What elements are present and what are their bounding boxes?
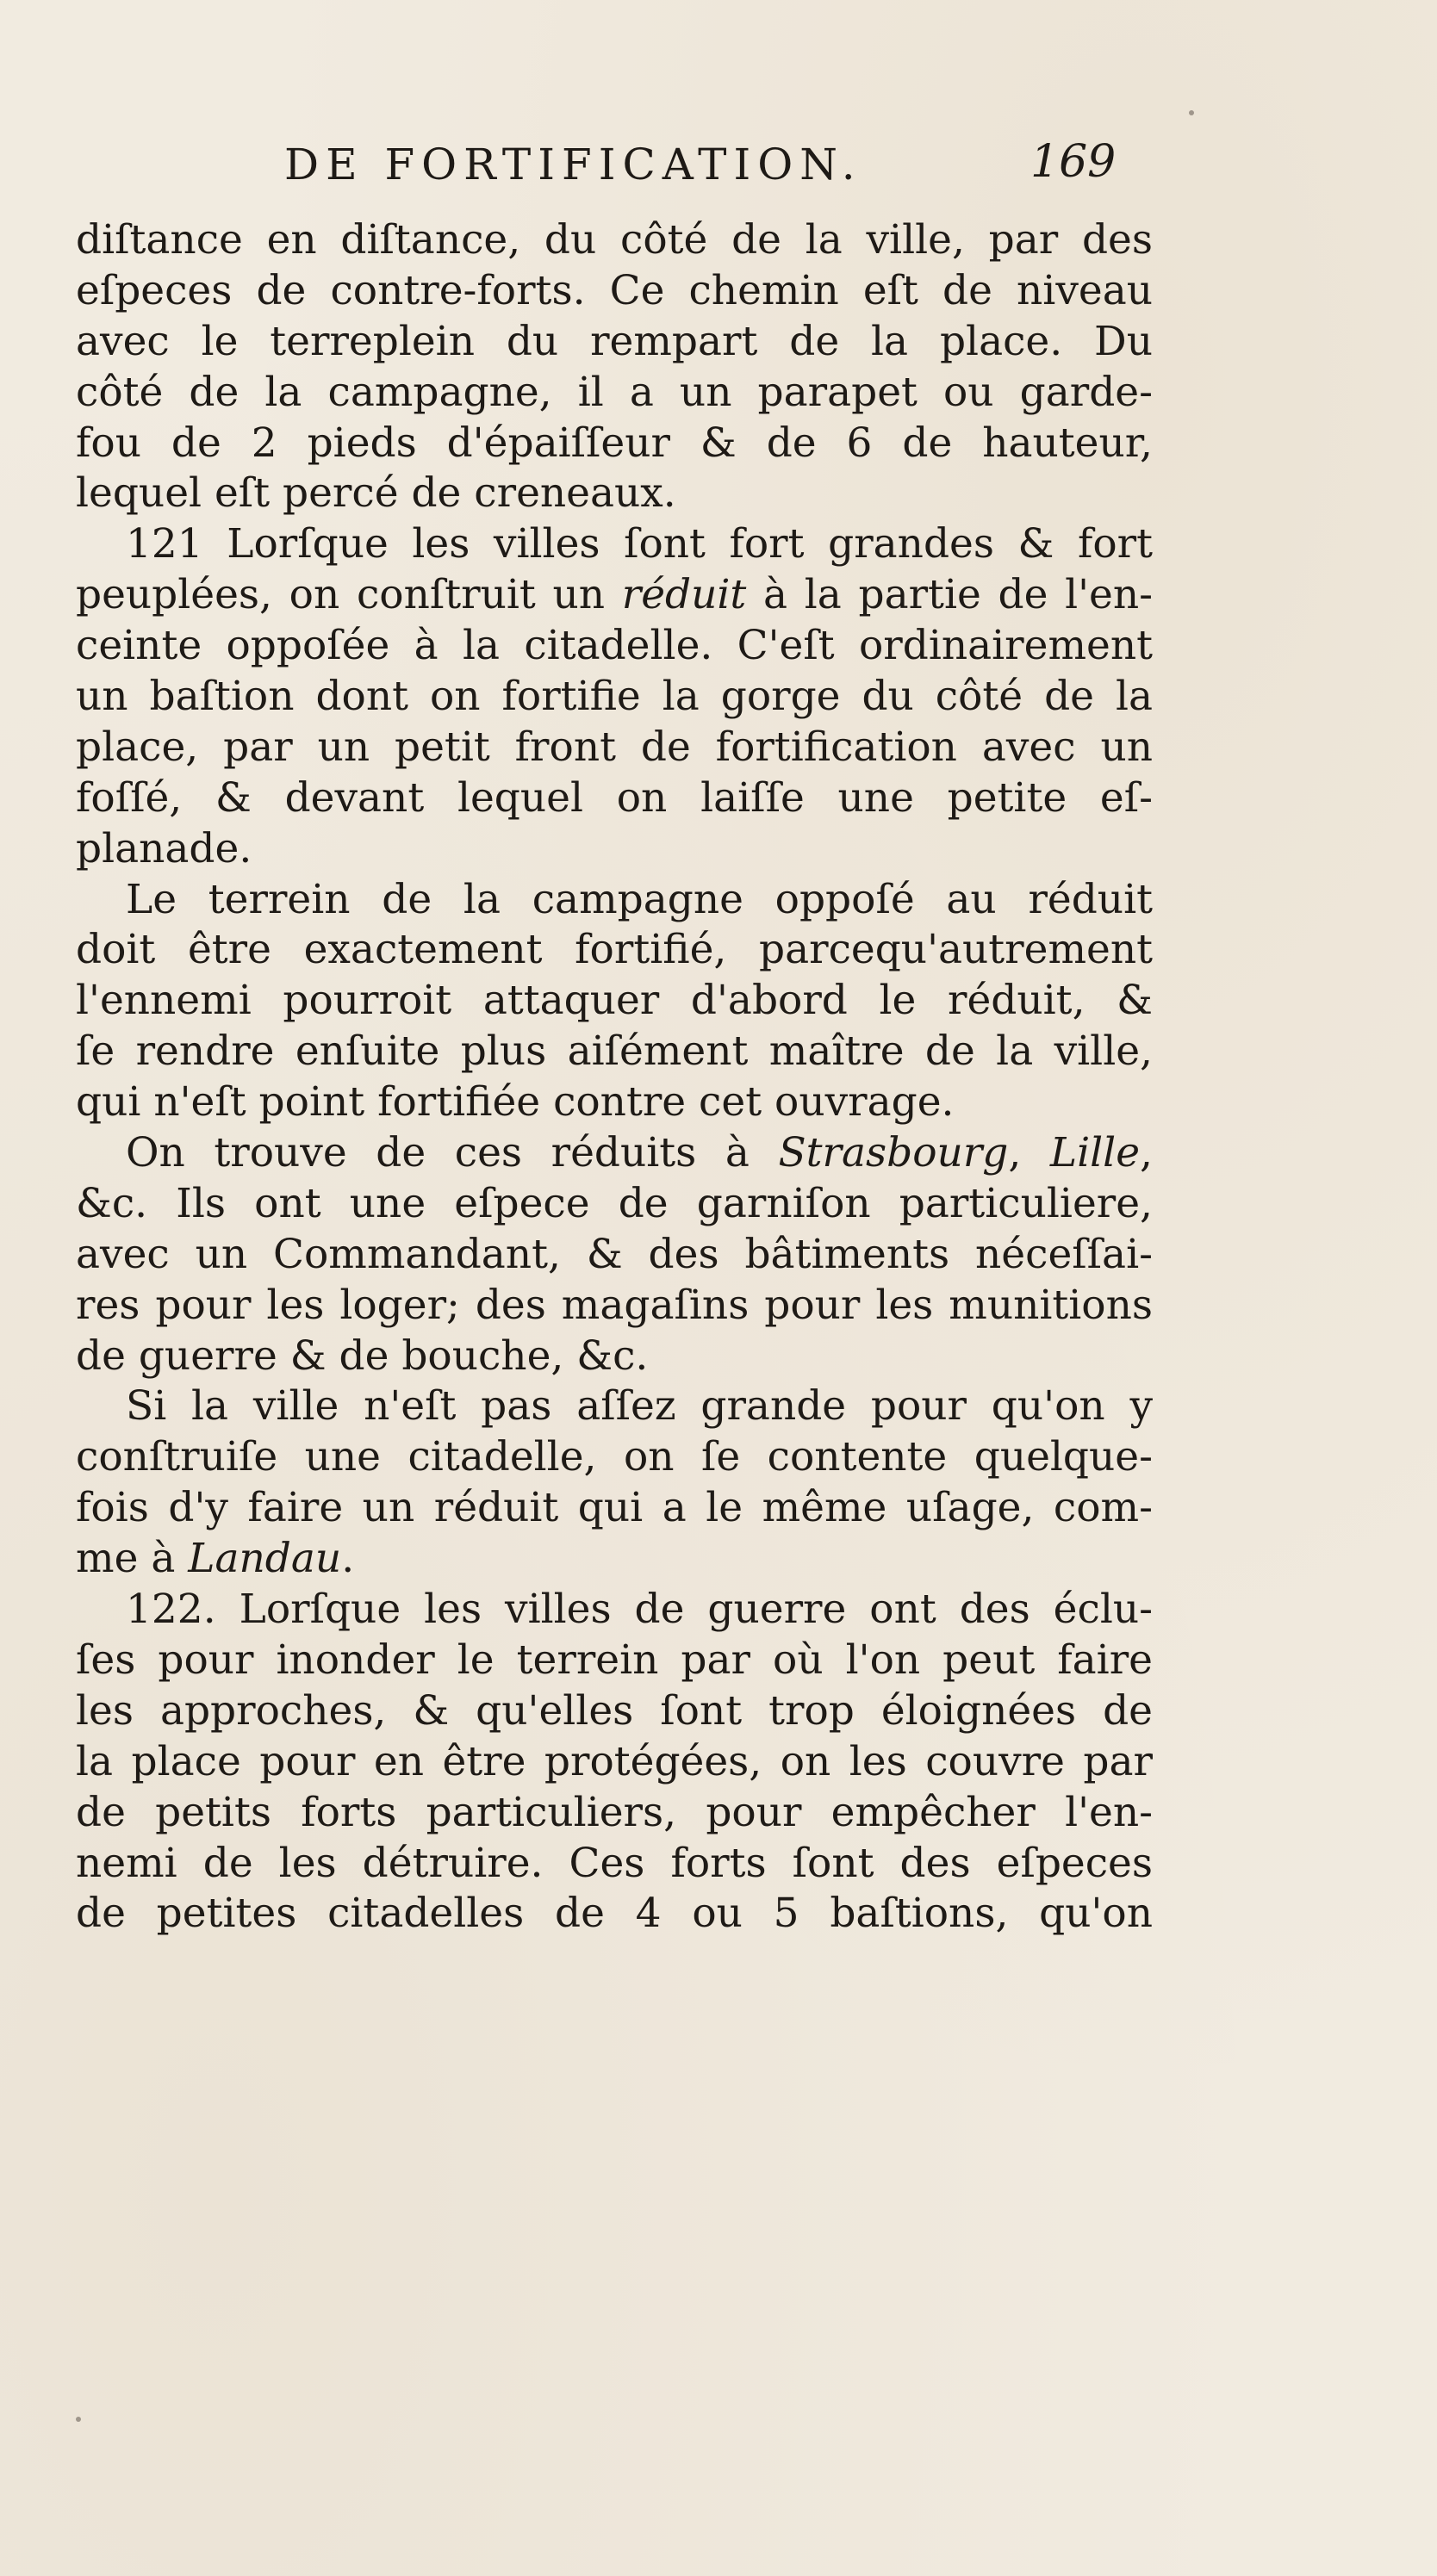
text-line	[76, 1534, 1153, 1585]
italic-place-name: Strasbourg	[778, 1129, 1009, 1177]
text-line: nemi de les détruire. Ces forts ſont des eſpeces	[76, 1839, 1153, 1887]
text-line: de guerre & de bouche, &c.	[76, 1331, 649, 1380]
paper-speck	[76, 2417, 81, 2422]
text-line: fois d'y faire un réduit qui a le même uſage, com-	[76, 1484, 1153, 1532]
text-line: avec un Commandant, & des bâtiments néceſſai-	[76, 1230, 1153, 1278]
text-line: fou de 2 pieds d'épaiſſeur & de 6 de hauteur,	[76, 419, 1153, 467]
text-line: lequel eſt percé de creneaux.	[76, 469, 676, 518]
text-line: qui n'eſt point fortifiée contre cet ouvrage.	[76, 1078, 955, 1127]
text-line: les approches, & qu'elles ſont trop éloignées de	[76, 1686, 1153, 1735]
text-segment: me à	[76, 1535, 189, 1583]
text-line: 121 Lorſque les villes ſont fort grandes & fort	[126, 520, 1153, 568]
text-line: avec le terreplein du rempart de la place. Du	[76, 317, 1153, 365]
text-segment: à la partie de l'en-	[746, 571, 1154, 619]
text-line: de petits forts particuliers, pour empêcher l'en-	[76, 1788, 1153, 1836]
text-line: un baſtion dont on fortifie la gorge du côté de la	[76, 673, 1153, 721]
text-line: de petites citadelles de 4 ou 5 baſtions, qu'on	[76, 1890, 1153, 1938]
text-line: res pour les loger; des magaſins pour les munitions	[76, 1281, 1153, 1329]
text-line: Si la ville n'eſt pas aſſez grande pour qu'on y	[126, 1382, 1153, 1431]
text-line	[76, 570, 1153, 621]
text-line: eſpeces de contre-forts. Ce chemin eſt de niveau	[76, 266, 1153, 314]
text-line: planade.	[76, 824, 252, 872]
italic-term: réduit	[621, 571, 747, 619]
running-title: DE FORTIFICATION.	[284, 140, 862, 189]
body-text	[76, 215, 1153, 1940]
text-line: ceinte oppoſée à la citadelle. C'eſt ordinairement	[76, 622, 1153, 670]
text-line: côté de la campagne, il a un parapet ou garde-	[76, 368, 1153, 416]
text-segment: On trouve de ces réduits à	[126, 1129, 779, 1177]
running-header	[284, 140, 1146, 200]
italic-place-name: Lille	[1049, 1129, 1141, 1177]
paper-speck	[1189, 110, 1194, 115]
text-line: conſtruiſe une citadelle, on ſe contente quelque-	[76, 1433, 1153, 1481]
text-line: doit être exactement fortifié, parcequ'autrement	[76, 926, 1153, 974]
text-segment: .	[341, 1535, 355, 1583]
text-line: place, par un petit front de fortification avec un	[76, 723, 1153, 771]
text-segment: ,	[1008, 1129, 1050, 1177]
text-line: 122. Lorſque les villes de guerre ont des éclu-	[126, 1586, 1153, 1634]
text-line: ſe rendre enſuite plus aiſément maître de la ville,	[76, 1027, 1153, 1076]
text-line: la place pour en être protégées, on les couvre par	[76, 1737, 1153, 1785]
text-segment: ,	[1140, 1129, 1153, 1177]
text-line: l'ennemi pourroit attaquer d'abord le réduit, &	[76, 977, 1153, 1025]
text-line	[76, 1128, 1153, 1179]
text-segment: peuplées, on conſtruit un	[76, 571, 622, 619]
text-line: diſtance en diſtance, du côté de la ville, par des	[76, 216, 1153, 264]
text-line: foſſé, & devant lequel on laiſſe une petite eſ-	[76, 773, 1153, 822]
page-number: 169	[1030, 136, 1117, 188]
text-line: ſes pour inonder le terrein par où l'on peut faire	[76, 1636, 1153, 1684]
text-line: &c. Ils ont une eſpece de garniſon particuliere,	[76, 1179, 1153, 1227]
text-line: Le terrein de la campagne oppoſé au réduit	[126, 875, 1153, 923]
italic-place-name: Landau	[188, 1535, 342, 1583]
